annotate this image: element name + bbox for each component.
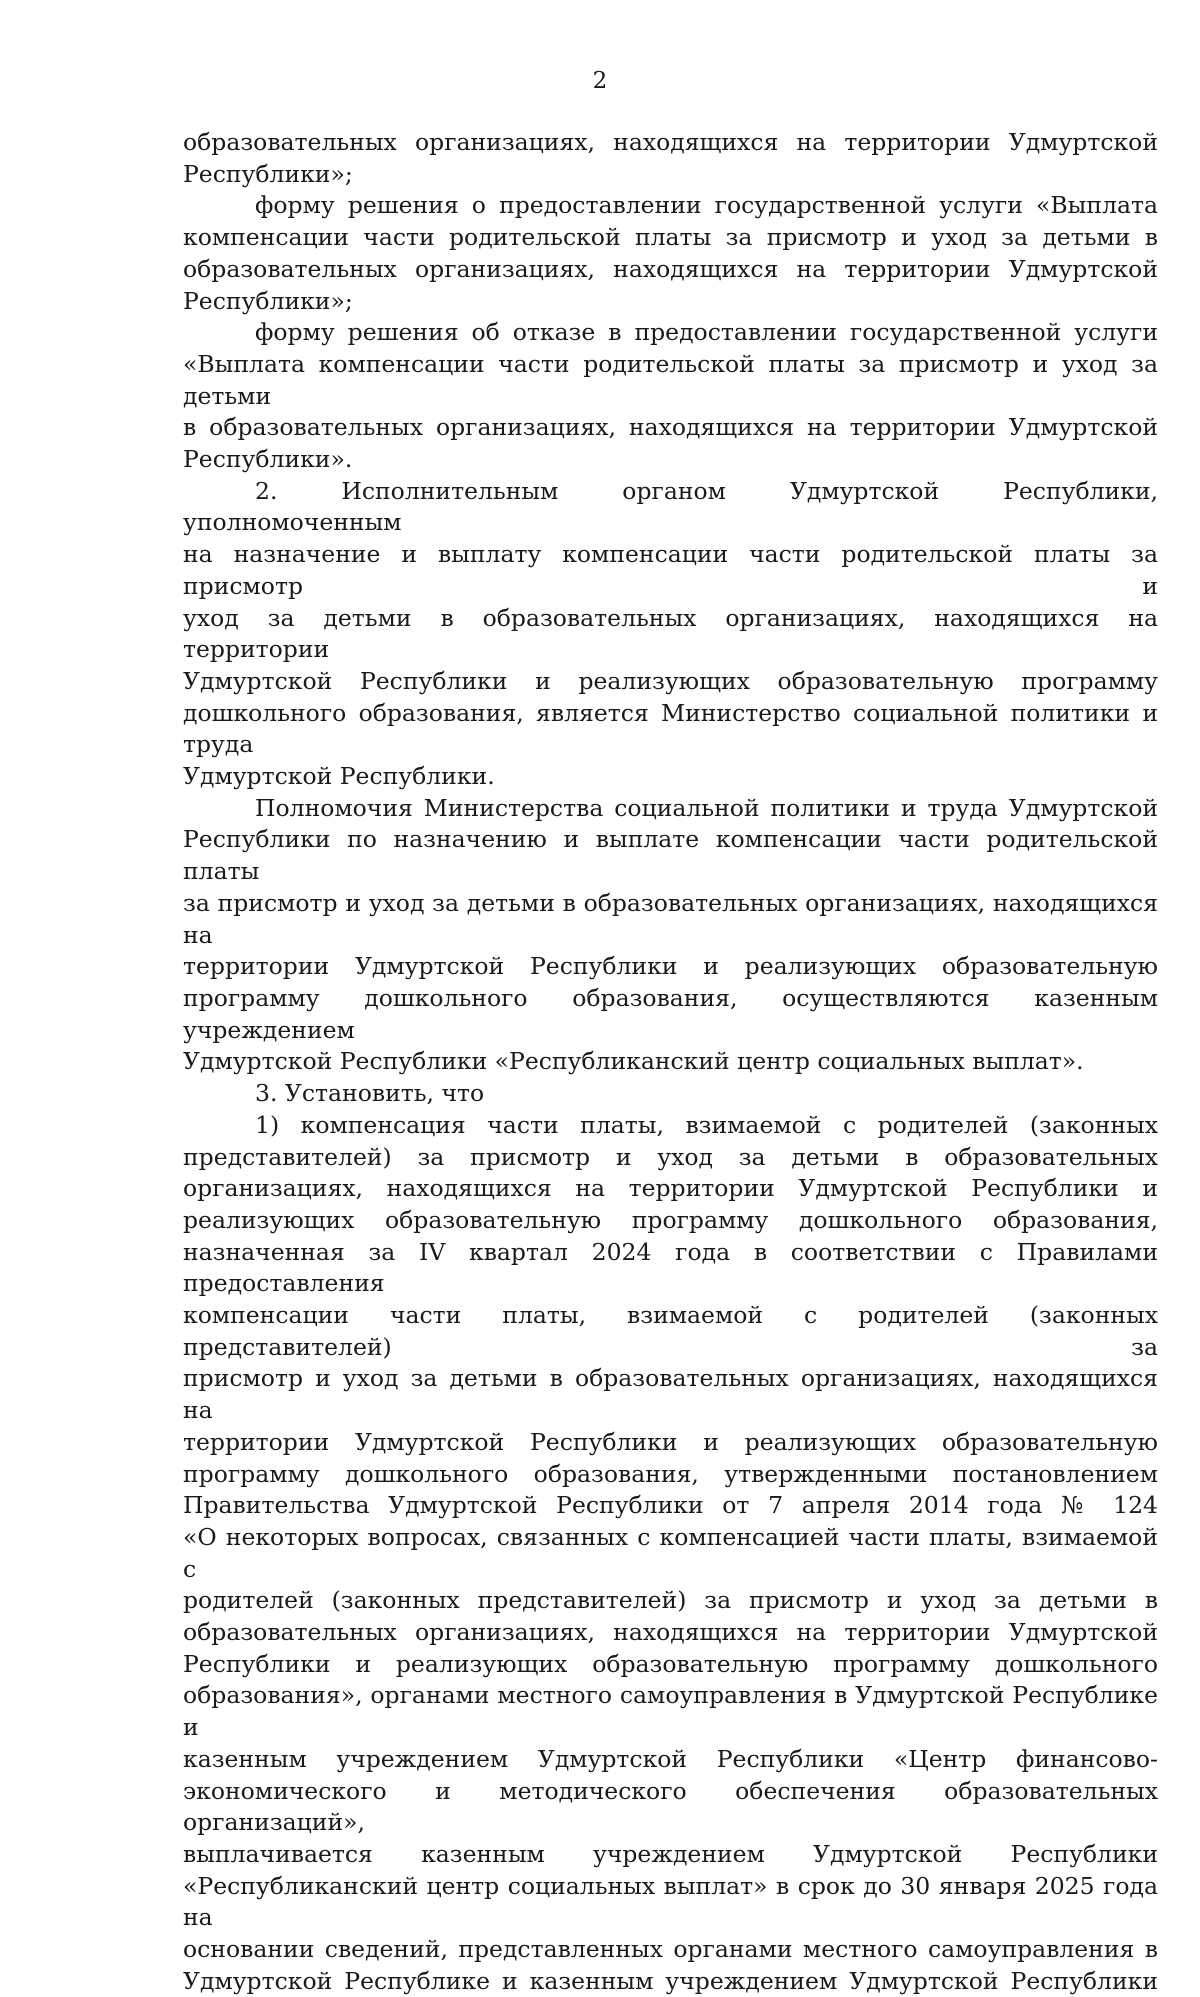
- text-line: 3. Установить, что: [255, 1079, 485, 1108]
- text-line: Республики»;: [183, 159, 353, 188]
- text-line: дошкольного образования, является Министерство социальной политики и труда: [183, 698, 1158, 759]
- text-line: организациях, находящихся на территории Удмуртской Республики и: [183, 1174, 1158, 1203]
- paragraph: [183, 190, 1158, 317]
- paragraph: [183, 317, 1158, 476]
- text-line: Республики по назначению и выплате компенсации части родительской платы: [183, 825, 1158, 886]
- text-line: форму решения о предоставлении государственной услуги «Выплата: [255, 191, 1158, 220]
- text-line: Полномочия Министерства социальной политики и труда Удмуртской: [255, 793, 1158, 822]
- text-line: родителей (законных представителей) за присмотр и уход за детьми в: [183, 1586, 1158, 1615]
- text-line: Республики и реализующих образовательную программу дошкольного: [183, 1649, 1158, 1678]
- text-line: за присмотр и уход за детьми в образовательных организациях, находящихся на: [183, 888, 1158, 949]
- text-line: Удмуртской Республики «Республиканский центр социальных выплат».: [183, 1047, 1084, 1076]
- text-line: казенным учреждением Удмуртской Республики «Центр финансово-: [183, 1744, 1158, 1773]
- text-line: уход за детьми в образовательных организациях, находящихся на территории: [183, 603, 1158, 664]
- text-line: Удмуртской Республики.: [183, 762, 495, 791]
- text-line: компенсации части родительской платы за присмотр и уход за детьми в: [183, 223, 1158, 252]
- text-line: Правительства Удмуртской Республики от 7 апреля 2014 года № 124: [183, 1491, 1158, 1520]
- paragraph: [183, 476, 1158, 793]
- text-line: программу дошкольного образования, осуществляются казенным учреждением: [183, 983, 1158, 1044]
- text-line: образовательных организациях, находящихся на территории Удмуртской: [183, 128, 1158, 156]
- text-line: присмотр и уход за детьми в образовательных организациях, находящихся на: [183, 1364, 1158, 1425]
- text-line: выплачивается казенным учреждением Удмуртской Республики: [183, 1839, 1158, 1868]
- text-line: форму решения об отказе в предоставлении государственной услуги: [255, 318, 1158, 347]
- page-number: 2: [592, 68, 608, 94]
- text-line: на назначение и выплату компенсации части родительской платы за присмотр и: [183, 540, 1158, 600]
- text-line: территории Удмуртской Республики и реализующих образовательную: [183, 952, 1158, 981]
- text-line: Удмуртской Республике и казенным учреждением Удмуртской Республики: [183, 1966, 1158, 1995]
- text-line: в образовательных организациях, находящихся на территории Удмуртской: [183, 413, 1158, 442]
- text-line: Республики»;: [183, 286, 353, 315]
- text-line: образовательных организациях, находящихся на территории Удмуртской: [183, 1618, 1158, 1647]
- text-line: образования», органами местного самоуправления в Удмуртской Республике и: [183, 1681, 1158, 1742]
- text-line: образовательных организациях, находящихся на территории Удмуртской: [183, 254, 1158, 283]
- text-line: «О некоторых вопросах, связанных с компенсацией части платы, взимаемой с: [183, 1522, 1158, 1583]
- text-line: «Республиканский центр социальных выплат» в срок до 30 января 2025 года на: [183, 1871, 1158, 1932]
- text-line: основании сведений, представленных органами местного самоуправления в: [183, 1935, 1158, 1964]
- text-line: Удмуртской Республики и реализующих образовательную программу: [183, 666, 1158, 695]
- text-line: представителей) за присмотр и уход за детьми в образовательных: [183, 1142, 1158, 1171]
- document-body: [183, 127, 1158, 1997]
- text-line: территории Удмуртской Республики и реализующих образовательную: [183, 1427, 1158, 1456]
- paragraph: [183, 127, 1158, 190]
- paragraph: [183, 1110, 1158, 1997]
- text-line: компенсации части платы, взимаемой с родителей (законных представителей) за: [183, 1301, 1158, 1361]
- text-line: программу дошкольного образования, утвержденными постановлением: [183, 1459, 1158, 1488]
- text-line: экономического и методического обеспечения образовательных организаций»,: [183, 1776, 1158, 1837]
- text-line: реализующих образовательную программу дошкольного образования,: [183, 1205, 1158, 1234]
- text-line: Республики».: [183, 445, 353, 474]
- text-line: назначенная за IV квартал 2024 года в соответствии с Правилами предоставления: [183, 1237, 1158, 1298]
- paragraph: [183, 1078, 1158, 1110]
- text-line: 1) компенсация части платы, взимаемой с родителей (законных: [255, 1110, 1158, 1139]
- text-line: «Выплата компенсации части родительской платы за присмотр и уход за детьми: [183, 349, 1158, 410]
- paragraph: [183, 793, 1158, 1078]
- text-line: 2. Исполнительным органом Удмуртской Республики, уполномоченным: [183, 476, 1158, 537]
